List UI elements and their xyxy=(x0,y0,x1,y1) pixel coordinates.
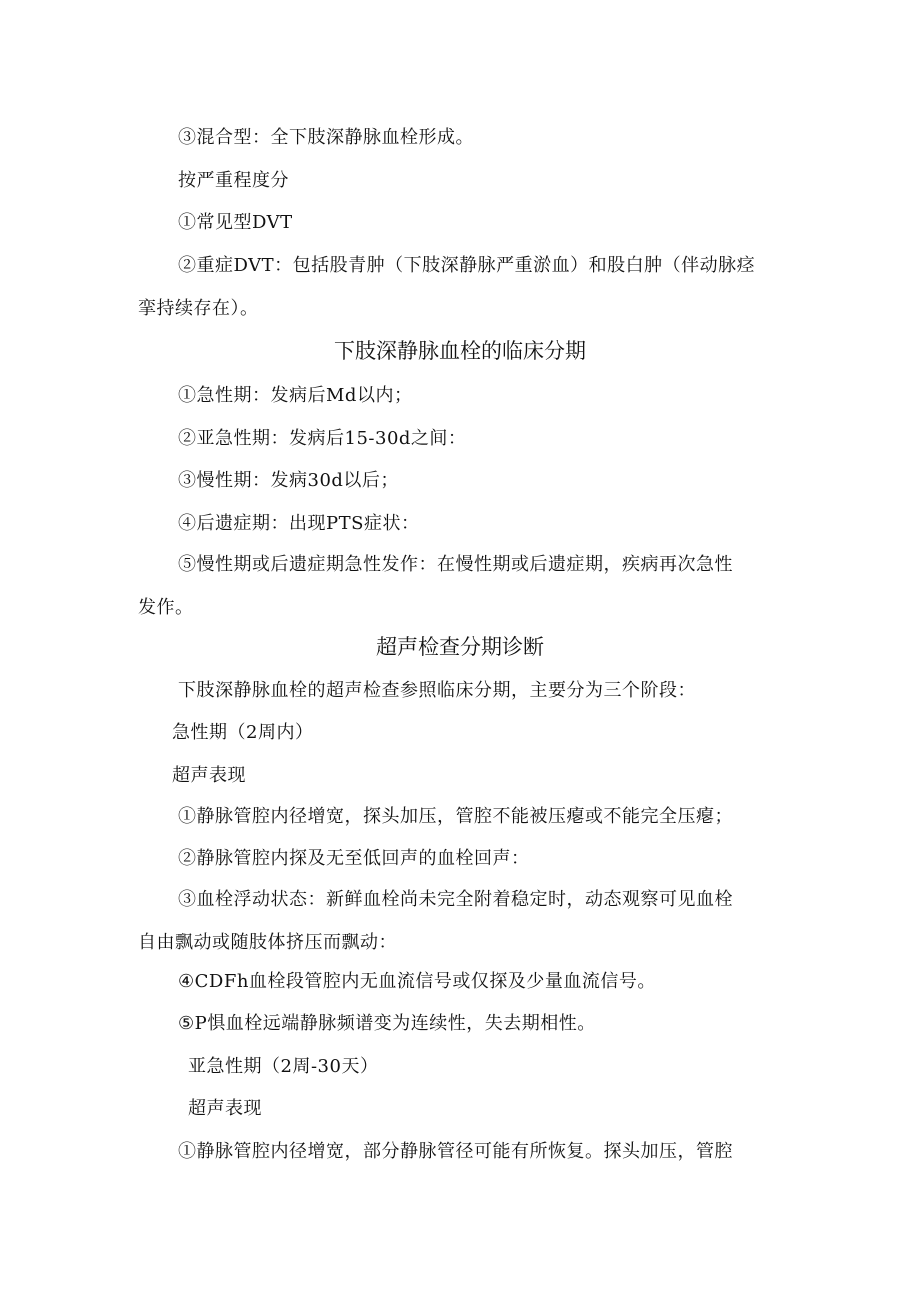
acute-finding-item-5: ⑤P惧血栓远端静脉频谱变为连续性，失去期相性。 xyxy=(178,1013,596,1034)
acute-stage-heading: 急性期（2周内） xyxy=(172,722,314,743)
acute-finding-item-3-continued: 自由飘动或随肢体挤压而飘动： xyxy=(138,932,397,953)
severe-dvt-line-continued: 挛持续存在）。 xyxy=(138,298,259,319)
mixed-type-line: ③混合型：全下肢深静脉血栓形成。 xyxy=(178,127,474,148)
section-title-ultrasound-staging: 超声检查分期诊断 xyxy=(376,635,544,659)
subacute-findings-label: 超声表现 xyxy=(188,1098,262,1119)
acute-finding-item-1: ①静脉管腔内径增宽，探头加压，管腔不能被压瘪或不能完全压瘪； xyxy=(178,806,733,827)
acute-finding-item-3: ③血栓浮动状态：新鲜血栓尚未完全附着稳定时，动态观察可见血栓 xyxy=(178,889,733,910)
subacute-phase-line: ②亚急性期：发病后15-30d之间： xyxy=(178,428,467,449)
chronic-phase-line: ③慢性期：发病30d以后； xyxy=(178,470,399,491)
acute-flare-line: ⑤慢性期或后遗症期急性发作：在慢性期或后遗症期，疾病再次急性 xyxy=(178,554,733,575)
severity-label: 按严重程度分 xyxy=(178,170,289,191)
acute-phase-line: ①急性期：发病后Md以内； xyxy=(178,385,413,406)
sequela-phase-line: ④后遗症期：出现PTS症状： xyxy=(178,513,420,534)
severe-dvt-line: ②重症DVT：包括股青肿（下肢深静脉严重淤血）和股白肿（伴动脉痉 xyxy=(178,255,756,276)
acute-findings-label: 超声表现 xyxy=(172,765,246,786)
subacute-finding-item-1: ①静脉管腔内径增宽，部分静脉管径可能有所恢复。探头加压，管腔 xyxy=(178,1141,733,1162)
common-dvt-line: ①常见型DVT xyxy=(178,212,293,233)
ultrasound-intro-line: 下肢深静脉血栓的超声检查参照临床分期，主要分为三个阶段： xyxy=(178,680,696,701)
acute-flare-line-continued: 发作。 xyxy=(138,597,194,618)
acute-finding-item-2: ②静脉管腔内探及无至低回声的血栓回声： xyxy=(178,848,530,869)
section-title-clinical-staging: 下肢深静脉血栓的临床分期 xyxy=(334,339,586,363)
acute-finding-item-4: ④CDFh血栓段管腔内无血流信号或仅探及少量血流信号。 xyxy=(178,971,656,992)
subacute-stage-heading: 亚急性期（2周-30天） xyxy=(188,1056,379,1077)
